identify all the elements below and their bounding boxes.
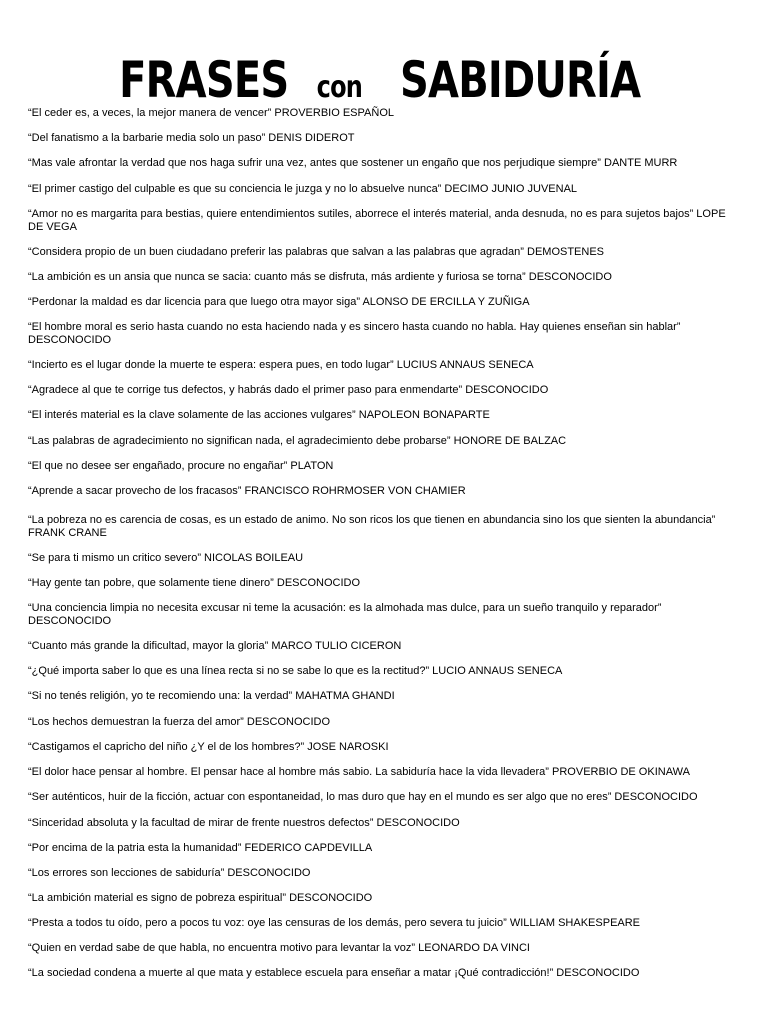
quote-item: “La pobreza no es carencia de cosas, es un estado de animo. No son ricos los que tienen en abundancia sino los que sienten la abundancia” FRANK CRANE (28, 514, 716, 539)
title-frases: FRASES (118, 51, 288, 110)
quote-item: “Castigamos el capricho del niño ¿Y el de los hombres?” JOSE NAROSKI (28, 741, 389, 753)
quote-item: “Los errores son lecciones de sabiduría” DESCONOCIDO (28, 867, 311, 879)
quote-item: “La ambición material es signo de pobreza espiritual” DESCONOCIDO (28, 892, 373, 904)
quote-item: “Incierto es el lugar donde la muerte te espera: espera pues, en todo lugar” LUCIUS ANNAUS SENECA (28, 359, 534, 371)
quote-item: “El interés material es la clave solamente de las acciones vulgares” NAPOLEON BONAPARTE (28, 409, 490, 421)
quote-item: “Ser auténticos, huir de la ficción, actuar con espontaneidad, lo mas duro que hay en el mundo es ser algo que no eres” DESCONOCIDO (28, 791, 698, 803)
quote-item: “Perdonar la maldad es dar licencia para que luego otra mayor siga” ALONSO DE ERCILLA Y ZUÑIGA (28, 296, 530, 308)
quote-item: “Si no tenés religión, yo te recomiendo una: la verdad” MAHATMA GHANDI (28, 690, 395, 702)
quote-item: “Agradece al que te corrige tus defectos, y habrás dado el primer paso para enmendarte” DESCONOCIDO (28, 384, 549, 396)
quote-item: “La ambición es un ansia que nunca se sacia: cuanto más se disfruta, más ardiente y furiosa se torna” DESCONOCIDO (28, 271, 612, 283)
quote-item: “Sinceridad absoluta y la facultad de mirar de frente nuestros defectos” DESCONOCIDO (28, 817, 460, 829)
quote-item: “El primer castigo del culpable es que su conciencia le juzga y no lo absuelve nunca” DECIMO JUNIO JUVENAL (28, 183, 578, 195)
quote-item: “Aprende a sacar provecho de los fracasos” FRANCISCO ROHRMOSER VON CHAMIER (28, 485, 466, 497)
quote-item: “El hombre moral es serio hasta cuando no esta haciendo nada y es sincero hasta cuando no habla. Hay quienes enseñan sin hablar” DESCONOCIDO (28, 321, 681, 346)
quote-item: “Mas vale afrontar la verdad que nos haga sufrir una vez, antes que sostener un engaño que nos perjudique siempre” DANTE MURR (28, 157, 678, 169)
quote-item: “Quien en verdad sabe de que habla, no encuentra motivo para levantar la voz” LEONARDO DA VINCI (28, 942, 530, 954)
quote-item: “Por encima de la patria esta la humanidad” FEDERICO CAPDEVILLA (28, 842, 373, 854)
quote-item: “Cuanto más grande la dificultad, mayor la gloria” MARCO TULIO CICERON (28, 640, 402, 652)
quote-item: “Del fanatismo a la barbarie media solo un paso” DENIS DIDEROT (28, 132, 355, 144)
quote-item: “El que no desee ser engañado, procure no engañar” PLATON (28, 460, 334, 472)
quote-item: “Hay gente tan pobre, que solamente tiene dinero” DESCONOCIDO (28, 577, 360, 589)
quote-item: “Se para ti mismo un critico severo” NICOLAS BOILEAU (28, 552, 304, 564)
quote-item: “Una conciencia limpia no necesita excusar ni teme la acusación: es la almohada mas dulce, para un sueño tranquilo y reparador” DESCONOCIDO (28, 602, 662, 627)
quote-item: “La sociedad condena a muerte al que mata y establece escuela para enseñar a matar ¡Qué contradicción!” DESCONOCIDO (28, 967, 640, 979)
quote-item: “El ceder es, a veces, la mejor manera de vencer” PROVERBIO ESPAÑOL (28, 107, 394, 119)
quote-item: “Amor no es margarita para bestias, quiere entendimientos sutiles, aborrece el interés material, anda desnuda, no es para sujetos bajos” LOPE DE VEGA (28, 208, 726, 233)
quote-item: “Presta a todos tu oído, pero a pocos tu voz: oye las censuras de los demás, pero severa tu juicio” WILLIAM SHAKESPEARE (28, 917, 641, 929)
quote-item: “¿Qué importa saber lo que es una línea recta si no se sabe lo que es la rectitud?” LUCIO ANNAUS SENECA (28, 665, 563, 677)
quote-item: “El dolor hace pensar al hombre. El pensar hace al hombre más sabio. La sabiduría hace la vida llevadera” PROVERBIO DE OKINAWA (28, 766, 690, 778)
title-sabiduria: SABIDURÍA (400, 51, 641, 110)
quote-item: “Los hechos demuestran la fuerza del amor” DESCONOCIDO (28, 716, 331, 728)
title-con: con (316, 70, 363, 106)
quote-item: “Las palabras de agradecimiento no significan nada, el agradecimiento debe probarse” HONORE DE BALZAC (28, 435, 567, 447)
quote-item: “Considera propio de un buen ciudadano preferir las palabras que salvan a las palabras que agradan” DEMOSTENES (28, 246, 605, 258)
